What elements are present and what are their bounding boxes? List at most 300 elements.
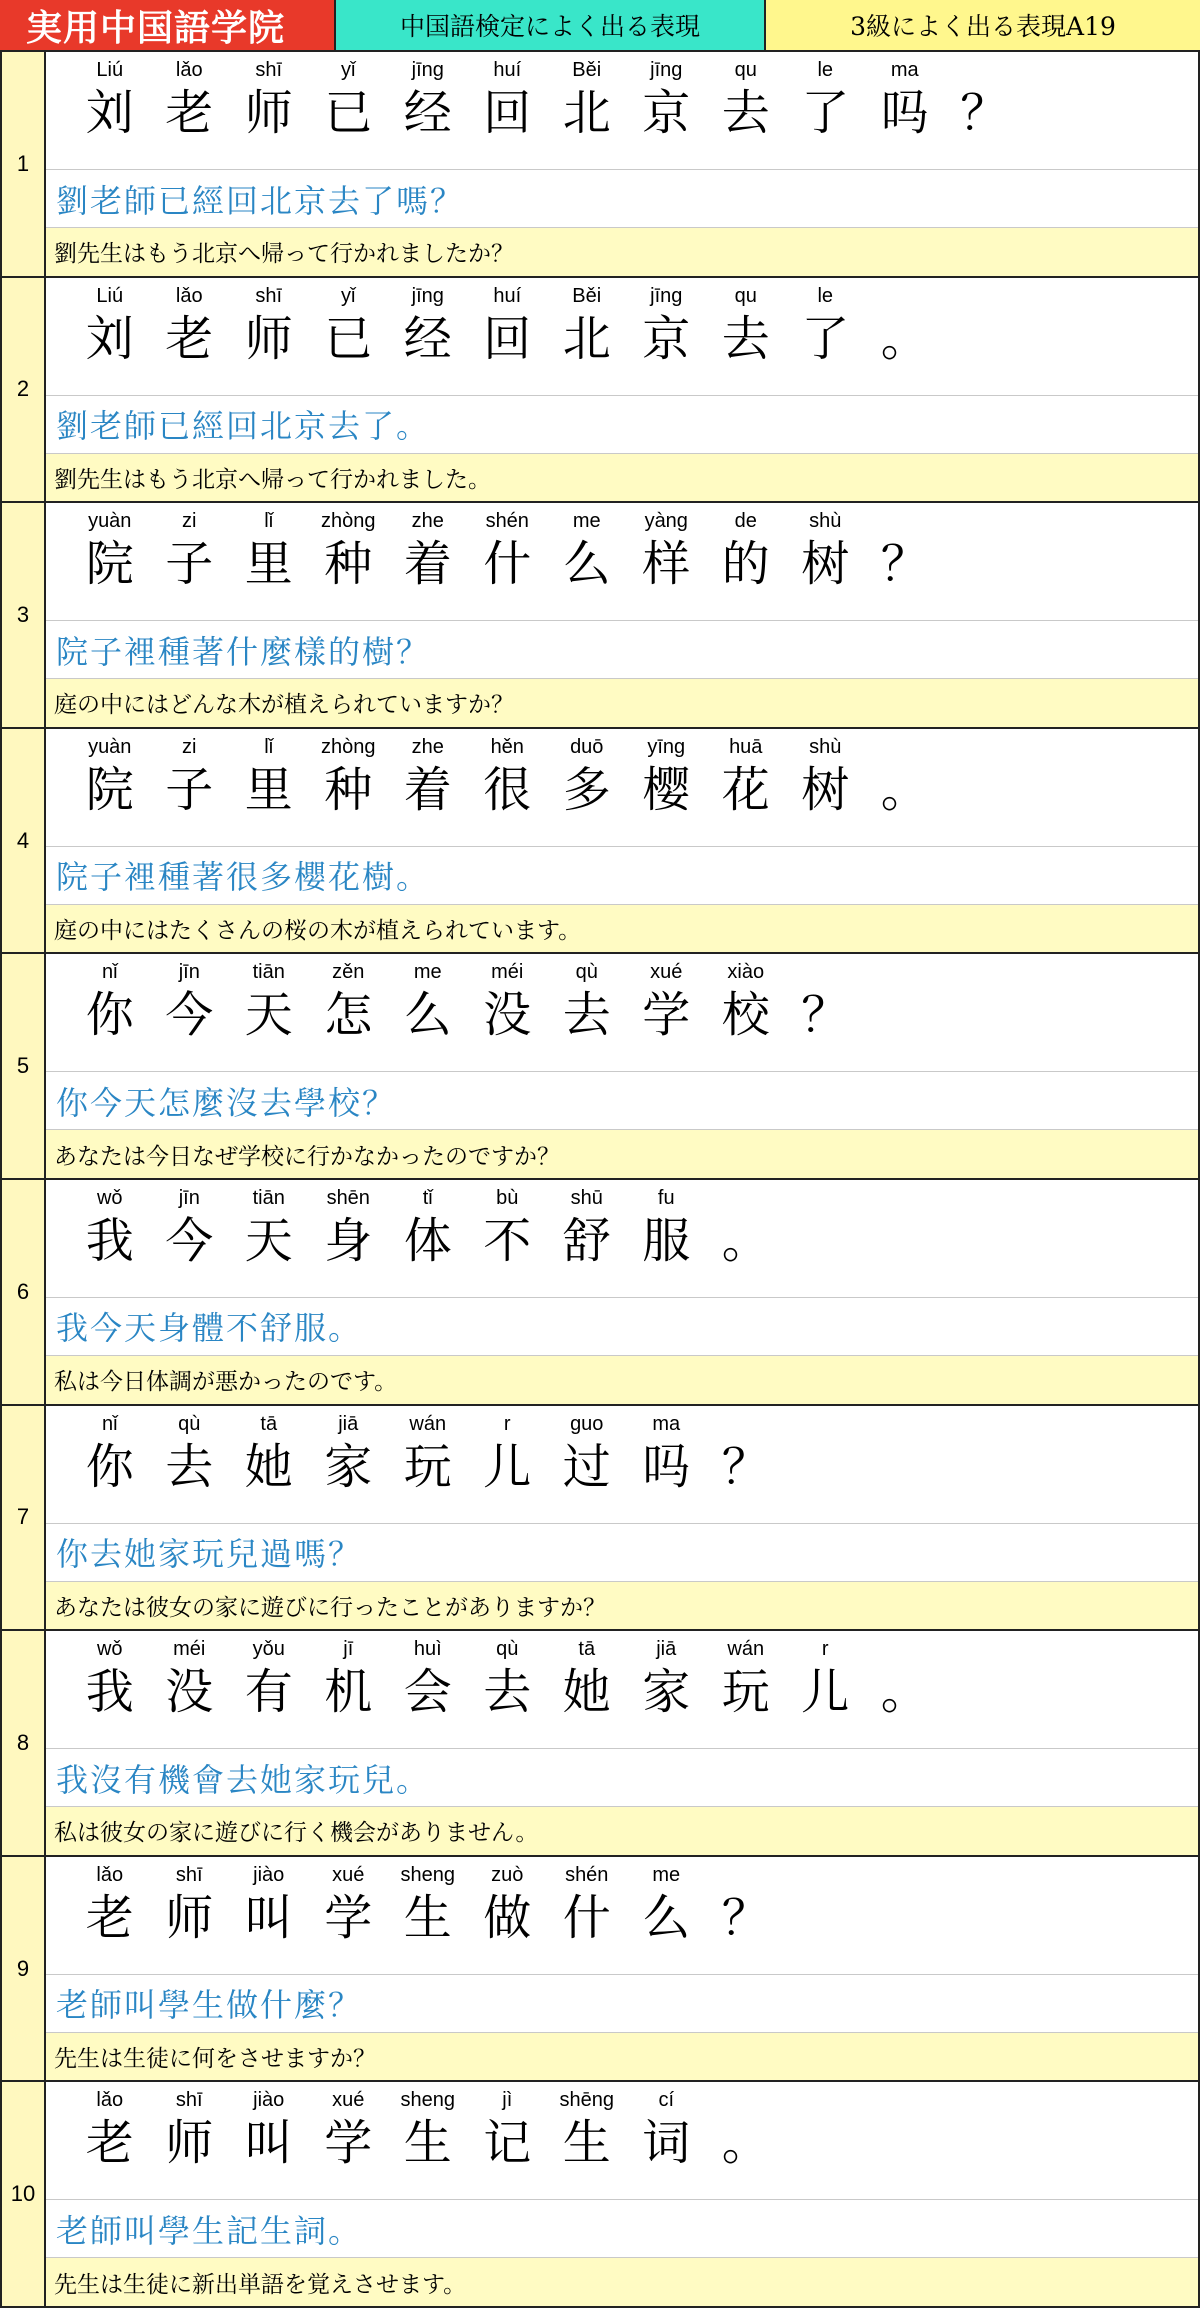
- token-list: [70, 1184, 786, 1270]
- hanzi: 么: [562, 536, 611, 593]
- pinyin: zi: [182, 735, 197, 758]
- hanzi: 天: [244, 987, 293, 1044]
- pinyin: Běi: [572, 59, 602, 81]
- character-token: [706, 1184, 786, 1270]
- hanzi: 服: [642, 1212, 691, 1269]
- pinyin: shī: [255, 59, 283, 81]
- pinyin: Liú: [96, 284, 124, 307]
- pinyin: lǎo: [175, 59, 203, 81]
- pinyin: [786, 958, 866, 986]
- character-token: [70, 1861, 150, 1947]
- character-token: [229, 507, 309, 593]
- hanzi: 师: [244, 310, 293, 367]
- pinyin: shén: [565, 1863, 609, 1886]
- japanese-translation: 劉先生はもう北京へ帰って行かれました。: [46, 454, 1198, 502]
- character-token: [309, 1410, 389, 1496]
- simplified-sentence: [46, 1857, 1198, 1975]
- pinyin: jīng: [411, 59, 444, 81]
- pinyin: fu: [657, 1186, 675, 1209]
- character-token: [468, 507, 548, 593]
- traditional-sentence: 院子裡種著很多櫻花樹。: [46, 847, 1198, 905]
- character-token: [468, 1410, 548, 1496]
- pinyin: qù: [575, 961, 598, 984]
- hanzi: 树: [801, 536, 850, 593]
- character-token: [627, 733, 707, 819]
- hanzi: 舒: [562, 1212, 611, 1269]
- character-token: [309, 1184, 389, 1270]
- hanzi: 你: [85, 987, 134, 1044]
- pinyin: méi: [173, 1638, 206, 1661]
- pinyin: yīng: [647, 735, 686, 758]
- pinyin: me: [413, 961, 442, 984]
- pinyin: yǐ: [341, 284, 356, 307]
- character-token: [150, 1635, 230, 1721]
- hanzi: 什: [562, 1889, 611, 1946]
- hanzi: 京: [642, 310, 691, 367]
- simplified-sentence: [46, 278, 1198, 396]
- pinyin: shù: [809, 735, 842, 758]
- hanzi: 没: [483, 987, 532, 1044]
- pinyin: jiā: [338, 1412, 359, 1435]
- pinyin: zi: [182, 510, 197, 533]
- hanzi: ？: [721, 1438, 770, 1495]
- sentence-row: [0, 954, 1200, 1180]
- row-number: 5: [2, 954, 46, 1178]
- japanese-translation: 先生は生徒に新出単語を覚えさせます。: [46, 2258, 1198, 2306]
- pinyin: xué: [332, 1863, 365, 1886]
- hanzi: 老: [85, 1889, 134, 1946]
- character-token: [70, 1410, 150, 1496]
- hanzi: 里: [244, 761, 293, 818]
- character-token: [229, 733, 309, 819]
- hanzi: 学: [642, 987, 691, 1044]
- pinyin: jī: [343, 1638, 354, 1661]
- character-token: [388, 1635, 468, 1721]
- hanzi: 了: [801, 85, 850, 141]
- pinyin: qu: [734, 59, 757, 81]
- pinyin: wán: [409, 1412, 447, 1435]
- character-token: [468, 282, 548, 368]
- hanzi: 生: [403, 2115, 452, 2172]
- hanzi: 记: [483, 2115, 532, 2172]
- hanzi: 她: [562, 1664, 611, 1721]
- character-token: [865, 282, 945, 368]
- pinyin: zhòng: [321, 510, 376, 533]
- traditional-sentence: 劉老師已經回北京去了嗎？: [46, 170, 1198, 228]
- hanzi: 有: [244, 1664, 293, 1721]
- character-token: [309, 1861, 389, 1947]
- row-number: 9: [2, 1857, 46, 2081]
- simplified-sentence: [46, 52, 1198, 170]
- token-list: [70, 958, 865, 1044]
- pinyin: me: [652, 1863, 681, 1886]
- pinyin: zěn: [332, 961, 365, 984]
- pinyin: duō: [570, 735, 604, 758]
- character-token: [70, 56, 150, 142]
- character-token: [70, 507, 150, 593]
- character-token: [468, 1861, 548, 1947]
- hanzi: 师: [165, 1889, 214, 1946]
- pinyin: shén: [485, 510, 529, 533]
- pinyin: jīng: [650, 59, 683, 81]
- pinyin: lǎo: [96, 2089, 124, 2112]
- character-token: [309, 56, 389, 142]
- character-token: [547, 1861, 627, 1947]
- token-list: [70, 56, 1024, 142]
- pinyin: zhe: [411, 510, 444, 533]
- character-token: [547, 958, 627, 1044]
- simplified-sentence: [46, 503, 1198, 621]
- hanzi: 的: [721, 536, 770, 593]
- hanzi: 很: [483, 761, 532, 818]
- pinyin: jīn: [178, 961, 200, 984]
- pinyin: huí: [493, 59, 522, 81]
- character-token: [309, 507, 389, 593]
- pinyin: huā: [729, 735, 763, 758]
- simplified-sentence: [46, 1406, 1198, 1524]
- hanzi: 回: [483, 85, 532, 141]
- pinyin: qù: [178, 1412, 201, 1435]
- character-token: [627, 1410, 707, 1496]
- pinyin: jīng: [650, 284, 683, 307]
- sentence-row: [0, 1857, 1200, 2083]
- sentence-row: [0, 1180, 1200, 1406]
- character-token: [786, 507, 866, 593]
- pinyin: zuò: [491, 1863, 524, 1886]
- hanzi: 吗: [880, 85, 929, 141]
- row-number: 1: [2, 52, 46, 276]
- hanzi: 家: [642, 1664, 691, 1721]
- character-token: [547, 733, 627, 819]
- hanzi: 多: [562, 761, 611, 818]
- hanzi: 北: [562, 85, 611, 141]
- hanzi: 着: [403, 761, 452, 818]
- pinyin: sheng: [400, 1863, 455, 1886]
- pinyin: [945, 56, 1025, 84]
- hanzi: 去: [562, 987, 611, 1044]
- character-token: [229, 1635, 309, 1721]
- simplified-sentence: [46, 1631, 1198, 1749]
- pinyin: shēn: [326, 1186, 370, 1209]
- pinyin: wán: [727, 1638, 765, 1661]
- pinyin: yuàn: [88, 510, 132, 533]
- character-token: [865, 56, 945, 142]
- pinyin: jiā: [656, 1638, 677, 1661]
- hanzi: 玩: [721, 1664, 770, 1721]
- row-number: 2: [2, 278, 46, 502]
- pinyin: ma: [652, 1412, 681, 1435]
- pinyin: me: [572, 510, 601, 533]
- character-token: [547, 1410, 627, 1496]
- hanzi: 么: [642, 1889, 691, 1946]
- pinyin: zhòng: [321, 735, 376, 758]
- pinyin: yàng: [644, 510, 688, 533]
- hanzi: 她: [244, 1438, 293, 1495]
- character-token: [786, 958, 866, 1044]
- hanzi: 今: [165, 1212, 214, 1269]
- character-token: [627, 282, 707, 368]
- pinyin: jiào: [253, 2089, 285, 2112]
- pinyin: tā: [260, 1412, 278, 1435]
- hanzi: 学: [324, 2115, 373, 2172]
- traditional-sentence: 我沒有機會去她家玩兒。: [46, 1749, 1198, 1807]
- pinyin: xué: [332, 2089, 365, 2112]
- hanzi: 院: [85, 536, 134, 593]
- character-token: [547, 507, 627, 593]
- hanzi: 。: [880, 761, 929, 818]
- pinyin: le: [817, 59, 834, 81]
- character-token: [547, 1635, 627, 1721]
- pinyin: r: [503, 1412, 511, 1435]
- pinyin: cí: [658, 2089, 675, 2112]
- sentence-row: [0, 1631, 1200, 1857]
- pinyin: de: [734, 510, 757, 533]
- character-token: [468, 56, 548, 142]
- lesson-title: 3級によく出る表現A19: [766, 0, 1200, 50]
- pinyin: [706, 1861, 786, 1889]
- hanzi: 院: [85, 761, 134, 818]
- traditional-sentence: 劉老師已經回北京去了。: [46, 396, 1198, 454]
- sentence-row: [0, 278, 1200, 504]
- hanzi: 里: [244, 536, 293, 593]
- hanzi: ？: [960, 85, 1009, 141]
- section-subtitle: 中国語検定によく出る表現: [334, 0, 766, 50]
- pinyin: tiān: [252, 961, 285, 984]
- pinyin: tǐ: [422, 1186, 433, 1209]
- japanese-translation: あなたは今日なぜ学校に行かなかったのですか？: [46, 1130, 1198, 1178]
- pinyin: shēng: [559, 2089, 614, 2112]
- character-token: [786, 1635, 866, 1721]
- pinyin: le: [817, 284, 834, 307]
- hanzi: 生: [403, 1889, 452, 1946]
- token-list: [70, 1410, 786, 1496]
- sentence-list: [0, 52, 1200, 2308]
- character-token: [706, 1410, 786, 1496]
- hanzi: 去: [721, 85, 770, 141]
- hanzi: 机: [324, 1664, 373, 1721]
- pinyin: [865, 282, 945, 310]
- pinyin: shī: [175, 1863, 203, 1886]
- token-list: [70, 282, 945, 368]
- hanzi: 花: [721, 761, 770, 818]
- character-token: [786, 282, 866, 368]
- pinyin: nǐ: [101, 1412, 118, 1435]
- character-token: [865, 507, 945, 593]
- hanzi: 身: [324, 1212, 373, 1269]
- pinyin: lǎo: [96, 1863, 124, 1886]
- hanzi: 会: [403, 1664, 452, 1721]
- character-token: [468, 2086, 548, 2172]
- character-token: [309, 2086, 389, 2172]
- character-token: [309, 1635, 389, 1721]
- hanzi: 北: [562, 310, 611, 367]
- traditional-sentence: 老師叫學生做什麼？: [46, 1975, 1198, 2033]
- pinyin: jiào: [253, 1863, 285, 1886]
- hanzi: 京: [642, 85, 691, 141]
- character-token: [786, 56, 866, 142]
- character-token: [468, 1184, 548, 1270]
- row-number: 3: [2, 503, 46, 727]
- hanzi: 子: [165, 536, 214, 593]
- hanzi: 今: [165, 987, 214, 1044]
- pinyin: huì: [413, 1638, 442, 1661]
- character-token: [468, 1635, 548, 1721]
- hanzi: 校: [721, 987, 770, 1044]
- hanzi: 。: [880, 310, 929, 367]
- character-token: [150, 507, 230, 593]
- hanzi: 不: [483, 1212, 532, 1269]
- sentence-row: [0, 2082, 1200, 2308]
- character-token: [150, 1861, 230, 1947]
- hanzi: 刘: [85, 310, 134, 367]
- hanzi: 老: [165, 85, 214, 141]
- simplified-sentence: [46, 2082, 1198, 2200]
- character-token: [388, 958, 468, 1044]
- hanzi: 。: [721, 1212, 770, 1269]
- character-token: [706, 507, 786, 593]
- japanese-translation: 先生は生徒に何をさせますか？: [46, 2033, 1198, 2081]
- pinyin: lǎo: [175, 284, 203, 307]
- hanzi: 刘: [85, 85, 134, 141]
- character-token: [706, 958, 786, 1044]
- hanzi: 过: [562, 1438, 611, 1495]
- hanzi: 老: [85, 2115, 134, 2172]
- character-token: [706, 282, 786, 368]
- traditional-sentence: 老師叫學生記生詞。: [46, 2200, 1198, 2258]
- pinyin: yǒu: [252, 1638, 285, 1661]
- character-token: [229, 1410, 309, 1496]
- pinyin: zhe: [411, 735, 444, 758]
- hanzi: 樱: [642, 761, 691, 818]
- sentence-row: [0, 52, 1200, 278]
- pinyin: Liú: [96, 59, 124, 81]
- character-token: [150, 733, 230, 819]
- traditional-sentence: 你去她家玩兒過嗎？: [46, 1524, 1198, 1582]
- character-token: [309, 733, 389, 819]
- japanese-translation: 劉先生はもう北京へ帰って行かれましたか？: [46, 228, 1198, 276]
- pinyin: qu: [734, 284, 757, 307]
- sentence-row: [0, 503, 1200, 729]
- character-token: [388, 2086, 468, 2172]
- character-token: [229, 958, 309, 1044]
- japanese-translation: あなたは彼女の家に遊びに行ったことがありますか？: [46, 1582, 1198, 1630]
- pinyin: [706, 1184, 786, 1212]
- simplified-sentence: [46, 954, 1198, 1072]
- pinyin: bù: [496, 1186, 519, 1209]
- pinyin: tiān: [252, 1186, 285, 1209]
- pinyin: jì: [502, 2089, 513, 2112]
- pinyin: shù: [809, 510, 842, 533]
- hanzi: 生: [562, 2115, 611, 2172]
- character-token: [150, 1410, 230, 1496]
- pinyin: Běi: [572, 284, 602, 307]
- character-token: [547, 282, 627, 368]
- character-token: [70, 2086, 150, 2172]
- character-token: [547, 1184, 627, 1270]
- pinyin: jīng: [411, 284, 444, 307]
- pinyin: jīn: [178, 1186, 200, 1209]
- pinyin: yuàn: [88, 735, 132, 758]
- character-token: [388, 1410, 468, 1496]
- pinyin: ma: [890, 59, 919, 81]
- brand-title: 実用中国語学院: [0, 0, 334, 50]
- hanzi: 儿: [801, 1664, 850, 1721]
- japanese-translation: 庭の中にはたくさんの桜の木が植えられています。: [46, 905, 1198, 953]
- character-token: [945, 56, 1025, 142]
- hanzi: 学: [324, 1889, 373, 1946]
- character-token: [388, 733, 468, 819]
- pinyin: huí: [493, 284, 522, 307]
- character-token: [229, 1184, 309, 1270]
- hanzi: 儿: [483, 1438, 532, 1495]
- hanzi: 经: [403, 310, 452, 367]
- character-token: [388, 1861, 468, 1947]
- traditional-sentence: 院子裡種著什麼樣的樹？: [46, 621, 1198, 679]
- character-token: [388, 507, 468, 593]
- hanzi: 师: [244, 85, 293, 141]
- character-token: [627, 56, 707, 142]
- character-token: [309, 958, 389, 1044]
- pinyin: shī: [255, 284, 283, 307]
- character-token: [70, 1635, 150, 1721]
- hanzi: 经: [403, 85, 452, 141]
- character-token: [706, 56, 786, 142]
- character-token: [706, 1635, 786, 1721]
- japanese-translation: 私は彼女の家に遊びに行く機会がありません。: [46, 1807, 1198, 1855]
- character-token: [627, 1184, 707, 1270]
- character-token: [150, 2086, 230, 2172]
- simplified-sentence: [46, 1180, 1198, 1298]
- hanzi: 叫: [244, 2115, 293, 2172]
- character-token: [309, 282, 389, 368]
- hanzi: 我: [85, 1664, 134, 1721]
- sentence-row: [0, 729, 1200, 955]
- hanzi: 。: [880, 1664, 929, 1721]
- row-number: 6: [2, 1180, 46, 1404]
- hanzi: 。: [721, 2115, 770, 2172]
- hanzi: 师: [165, 2115, 214, 2172]
- hanzi: 吗: [642, 1438, 691, 1495]
- character-token: [70, 958, 150, 1044]
- character-token: [865, 733, 945, 819]
- hanzi: 了: [801, 310, 850, 367]
- character-token: [706, 1861, 786, 1947]
- hanzi: 词: [642, 2115, 691, 2172]
- character-token: [229, 2086, 309, 2172]
- character-token: [229, 282, 309, 368]
- pinyin: wǒ: [96, 1638, 123, 1661]
- pinyin: [865, 733, 945, 761]
- hanzi: 回: [483, 310, 532, 367]
- character-token: [468, 958, 548, 1044]
- hanzi: ？: [801, 987, 850, 1044]
- character-token: [150, 56, 230, 142]
- pinyin: tā: [578, 1638, 596, 1661]
- pinyin: xué: [650, 961, 683, 984]
- character-token: [229, 1861, 309, 1947]
- character-token: [627, 507, 707, 593]
- hanzi: 没: [165, 1664, 214, 1721]
- pinyin: méi: [491, 961, 524, 984]
- character-token: [150, 958, 230, 1044]
- pinyin: nǐ: [101, 961, 118, 984]
- pinyin: lǐ: [264, 510, 274, 533]
- hanzi: 你: [85, 1438, 134, 1495]
- character-token: [786, 733, 866, 819]
- hanzi: 已: [324, 310, 373, 367]
- simplified-sentence: [46, 729, 1198, 847]
- hanzi: 已: [324, 85, 373, 141]
